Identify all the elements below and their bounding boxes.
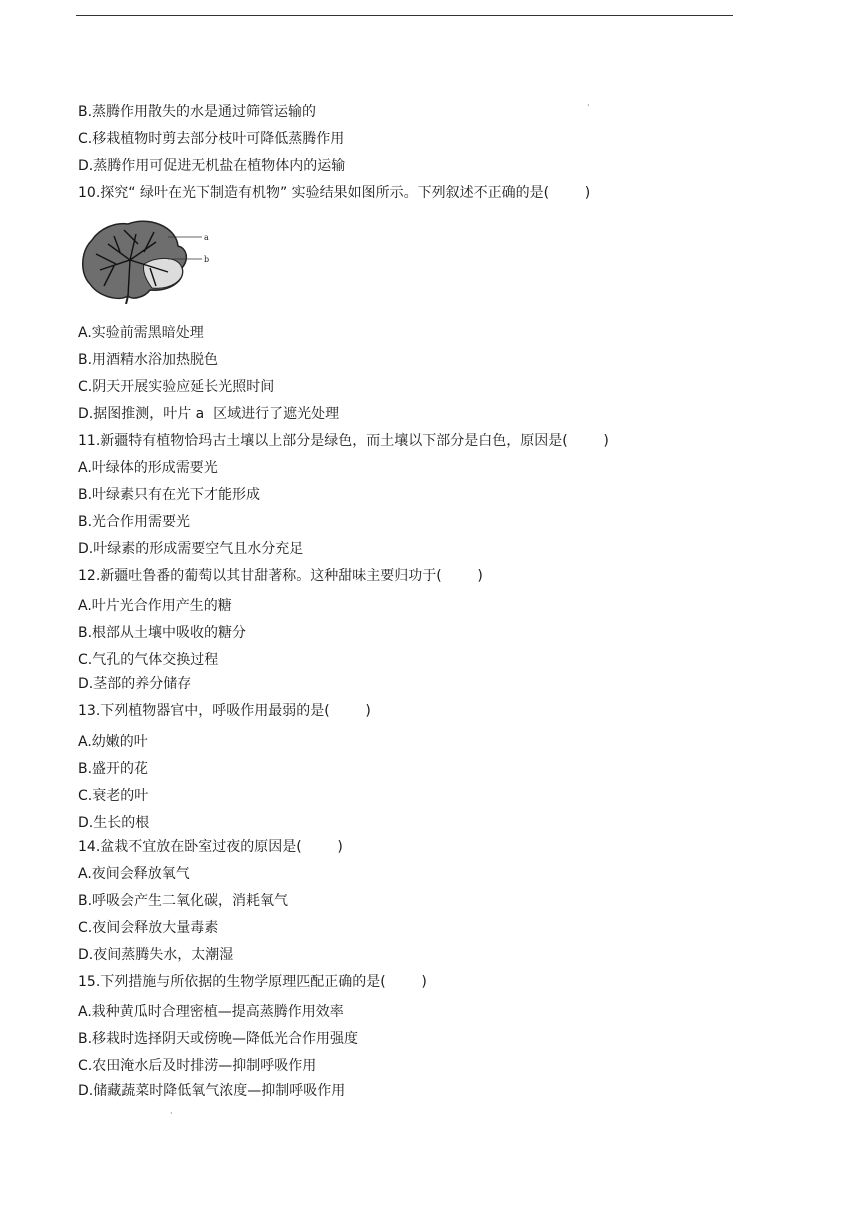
stray-dot: · (587, 101, 590, 110)
question-12: 12.新疆吐鲁番的葡萄以其甘甜著称。这种甜味主要归功于( ) (78, 568, 483, 584)
option-text: A.夜间会释放氧气 (78, 866, 190, 882)
option-text: B.叶绿素只有在光下才能形成 (78, 487, 261, 503)
leaf-figure (78, 214, 218, 304)
option-text: D.茎部的养分储存 (78, 676, 192, 692)
option-text: A.叶绿体的形成需要光 (78, 460, 218, 476)
option-text: B.盛开的花 (78, 761, 149, 777)
option-text: C.农田淹水后及时排涝—抑制呼吸作用 (78, 1058, 317, 1074)
stray-dot: · (170, 1109, 173, 1118)
option-text: B.呼吸会产生二氧化碳，消耗氧气 (78, 893, 289, 909)
option-text: B.光合作用需要光 (78, 514, 191, 530)
option-text: C.移栽植物时剪去部分枝叶可降低蒸腾作用 (78, 131, 345, 147)
option-text: C.衰老的叶 (78, 788, 149, 804)
label-a: a (204, 233, 209, 242)
option-text: D.夜间蒸腾失水，太潮湿 (78, 947, 234, 963)
option-text: D.储藏蔬菜时降低氧气浓度—抑制呼吸作用 (78, 1083, 346, 1099)
question-10: 10.探究“ 绿叶在光下制造有机物” 实验结果如图所示。下列叙述不正确的是( ) (78, 185, 591, 201)
option-text: C.夜间会释放大量毒素 (78, 920, 219, 936)
option-text: D.据图推测，叶片 a 区域进行了遮光处理 (78, 406, 340, 422)
label-b: b (204, 255, 210, 264)
option-text: B.蒸腾作用散失的水是通过筛管运输的 (78, 104, 317, 120)
question-11: 11.新疆特有植物恰玛古土壤以上部分是绿色，而土壤以下部分是白色，原因是( ) (78, 433, 609, 449)
option-text: D.蒸腾作用可促进无机盐在植物体内的运输 (78, 158, 346, 174)
question-15: 15.下列措施与所依据的生物学原理匹配正确的是( ) (78, 974, 427, 990)
option-text: D.叶绿素的形成需要空气且水分充足 (78, 541, 304, 557)
option-text: C.气孔的气体交换过程 (78, 652, 219, 668)
option-text: A.幼嫩的叶 (78, 734, 148, 750)
option-text: A.栽种黄瓜时合理密植—提高蒸腾作用效率 (78, 1004, 344, 1020)
question-13: 13.下列植物器官中，呼吸作用最弱的是( ) (78, 703, 371, 719)
option-text: D.生长的根 (78, 815, 150, 831)
option-text: A.叶片光合作用产生的糖 (78, 598, 232, 614)
option-text: B.用酒精水浴加热脱色 (78, 352, 219, 368)
option-text: C.阴天开展实验应延长光照时间 (78, 379, 275, 395)
header-rule (76, 15, 733, 16)
option-text: A.实验前需黑暗处理 (78, 325, 204, 341)
option-text: B.根部从土壤中吸收的糖分 (78, 625, 247, 641)
option-text: B.移栽时选择阴天或傍晚—降低光合作用强度 (78, 1031, 359, 1047)
question-14: 14.盆栽不宜放在卧室过夜的原因是( ) (78, 839, 343, 855)
